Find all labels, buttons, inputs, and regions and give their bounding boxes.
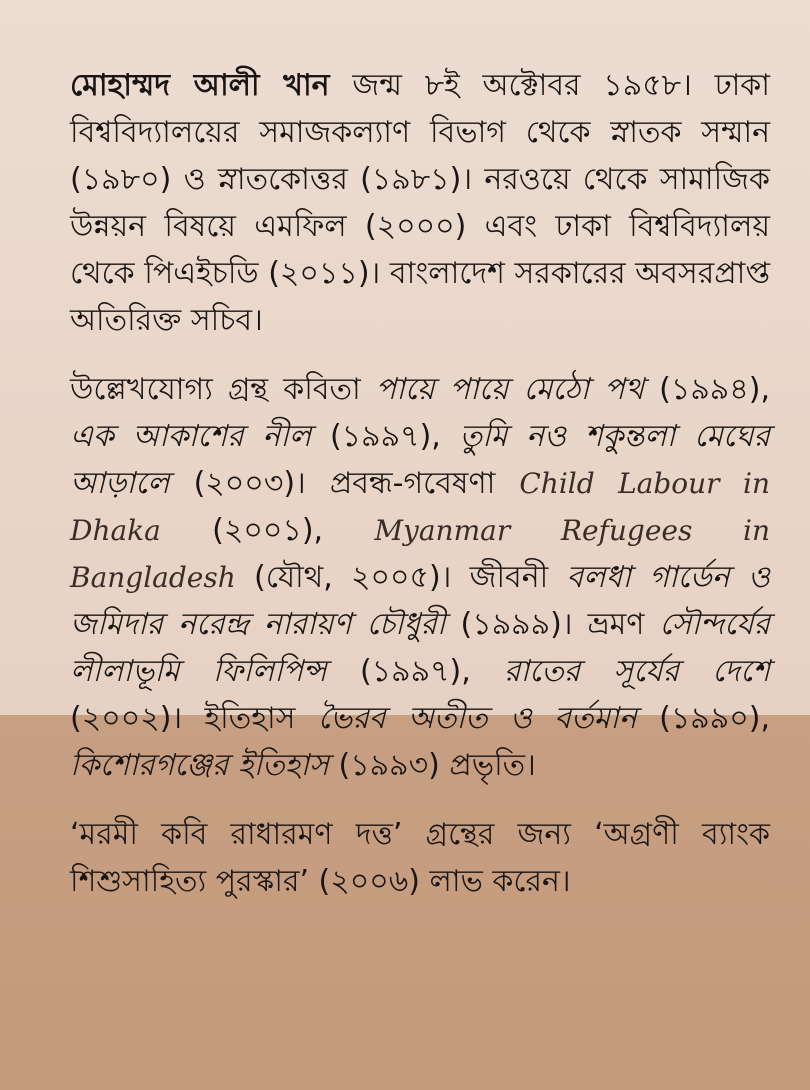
- book-title: পায়ে পায়ে মেঠো পথ: [375, 372, 645, 407]
- works-text: (২০০৩)। প্রবন্ধ-গবেষণা: [169, 466, 520, 501]
- works-text: (২০০১),: [160, 513, 375, 548]
- book-title: সৌন্দর্যের লীলাভূমি ফিলিপিন্স: [70, 607, 770, 689]
- works-text: (১৯৯৭),: [311, 419, 460, 454]
- bio-text: জন্ম ৮ই অক্টোবর ১৯৫৮। ঢাকা বিশ্ববিদ্যালয়ের সমাজকল্যাণ বিভাগ থেকে স্নাতক সম্মান (১৯৮০) ও স্নাতকোত্তর (১৯৮১)। নরওয়ে থেকে সামাজিক উন্নয়ন বিষয়ে এমফিল (২০০০) এবং ঢাকা বিশ্ববিদ্যালয় থেকে পিএইচডি (২০১১)। বাংলাদেশ সরকারের অবসরপ্রাপ্ত অতিরিক্ত সচিব।: [70, 68, 770, 338]
- book-title: Child Labour in Dhaka: [70, 467, 770, 547]
- book-title: এক আকাশের নীল: [70, 419, 312, 454]
- works-text: (২০০২)। ইতিহাস: [70, 701, 318, 736]
- bio-paragraph: [70, 62, 770, 344]
- works-text: (১৯৯০),: [636, 701, 770, 736]
- book-title: রাতের সূর্যের দেশে: [503, 654, 770, 689]
- book-title: বলধা গার্ডেন ও জমিদার নরেন্দ্র নারায়ণ চৌধুরী: [70, 560, 770, 642]
- author-bio-panel: [70, 62, 770, 905]
- award-paragraph: ‘মরমী কবি রাধারমণ দত্ত’ গ্রন্থের জন্য ‘অগ্রণী ব্যাংক শিশুসাহিত্য পুরস্কার’ (২০০৬) লাভ করেন।: [70, 817, 770, 899]
- works-intro: উল্লেখযোগ্য গ্রন্থ কবিতা: [70, 372, 376, 407]
- works-text: (১৯৯৩) প্রভৃতি।: [328, 748, 536, 783]
- works-text: (১৯৯৯)। ভ্রমণ: [445, 607, 660, 642]
- works-text: (যৌথ, ২০০৫)। জীবনী: [235, 560, 567, 595]
- book-title: তুমি নও শকুন্তলা মেঘের আড়ালে: [70, 419, 770, 501]
- author-name: মোহাম্মদ আলী খান: [70, 68, 330, 103]
- book-title: ভৈরব অতীত ও বর্তমান: [317, 701, 637, 736]
- book-title: Myanmar Refugees in Bangladesh: [70, 514, 770, 594]
- book-title: কিশোরগঞ্জের ইতিহাস: [70, 748, 329, 783]
- works-paragraph: [70, 366, 770, 789]
- works-text: (১৯৯৪),: [644, 372, 770, 407]
- works-text: (১৯৯৭),: [326, 654, 504, 689]
